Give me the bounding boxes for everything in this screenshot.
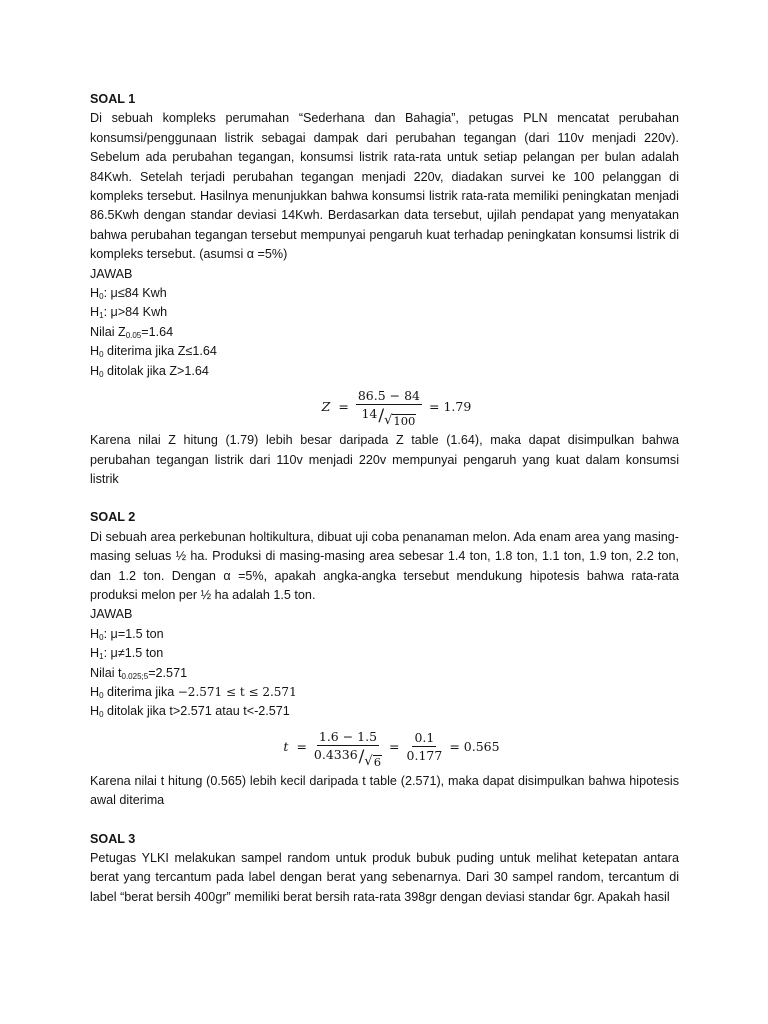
z-denominator: 14 / √ 100	[361, 406, 416, 429]
soal-2-section	[90, 508, 679, 810]
t-fraction	[313, 728, 382, 769]
soal-2-reject-rule: $H_0$ ditolak jika t>2.571 atau t<-2.571	[90, 704, 290, 720]
soal-3-problem: Petugas YLKI melakukan sampel random untuk produk bubuk puding untuk melihat ketepatan antara berat yang tercantum pada label dengan berat yang sebenarnya. Dari 30 sampel random, tercantum di label “berat bersih 400gr” memiliki berat bersih rata-rata 398gr dengan deviasi standar 6gr. Apakah hasil	[90, 851, 679, 904]
soal-1-z-formula: Z = 86.5 − 84 14 / √ 100 = 1.79	[321, 388, 472, 429]
t-result: 0.565	[463, 739, 500, 755]
soal-2-critical-value: Nilai $t_{0.025;5}=2.571$	[90, 665, 188, 681]
soal-2-h0: $H_0$: μ=1.5 ton	[90, 626, 164, 642]
soal-2-accept-rule: $H_0$ diterima jika −2.571 ≤ t ≤ 2.571	[90, 684, 297, 700]
soal-1-h0: $H_0$: μ≤84 Kwh	[90, 286, 167, 302]
t-denominator: 0.4336 / √ 6	[313, 746, 382, 769]
t-numerator: 1.6 − 1.5	[318, 728, 378, 744]
z-fraction	[356, 388, 422, 429]
sqrt-symbol: √ 100	[384, 413, 416, 429]
soal-3-title: SOAL 3	[90, 831, 136, 846]
t-fraction-simplified: $\frac{0.1}{0.177}$	[406, 729, 443, 763]
soal-2-jawab: JAWAB	[90, 607, 133, 622]
soal-1-h1: $H_1$: μ>84 Kwh	[90, 305, 168, 321]
soal-1-conclusion: Karena nilai Z hitung (1.79) lebih besar daripada Z table (1.64), maka dapat disimpulkan bahwa perubahan tegangan listrik dari 110v menjadi 220v mempunyai pengaruh yang kuat dalam konsumsi listrik	[90, 433, 679, 486]
z-result: 1.79	[443, 398, 472, 414]
soal-2-h1: $H_1$: μ≠1.5 ton	[90, 646, 164, 662]
soal-1-reject-rule: $H_0$ ditolak jika Z>1.64	[90, 363, 209, 379]
sqrt-symbol: √ 6	[364, 753, 382, 769]
soal-1-critical-value: Nilai $Z_{0.05}=1.64$	[90, 324, 174, 340]
soal-2-title: SOAL 2	[90, 510, 136, 525]
soal-1-jawab: JAWAB	[90, 266, 133, 281]
soal-1-title: SOAL 1	[90, 92, 136, 106]
soal-3-section	[90, 830, 679, 908]
soal-2-t-formula: t = 1.6 − 1.5 0.4336 / √ 6 = $\frac{0.1}{0.177}$ = 0.565	[283, 728, 500, 769]
soal-2-conclusion: Karena nilai t hitung (0.565) lebih kecil daripada t table (2.571), maka dapat disimpulkan bahwa hipotesis awal diterima	[90, 773, 679, 808]
soal-2-problem: Di sebuah area perkebunan holtikultura, dibuat uji coba penanaman melon. Ada enam area yang masing-masing seluas ½ ha. Produksi di masing-masing area sebesar 1.4 ton, 1.8 ton, 1.1 ton, 1.9 ton, 2.2 ton, dan 1.2 ton. Dengan α =5%, apakah angka-angka tersebut mendukung hipotesis bahwa rata-rata produksi melon per ½ ha adalah 1.5 ton.	[90, 529, 679, 602]
soal-1-problem: Di sebuah kompleks perumahan “Sederhana dan Bahagia”, petugas PLN mencatat perubahan konsumsi/penggunaan listrik sebagai dampak dari perubahan tegangan (dari 110v menjadi 220v). Sebelum ada perubahan tegangan, konsumsi listrik rata-rata untuk setiap pelangan per bulan adalah 84Kwh. Setelah terjadi perubahan tegangan menjadi 220v, diadakan survei ke 100 pelanggan di kompleks tersebut. Hasilnya menunjukkan bahwa konsumsi listrik rata-rata memiliki peningkatan menjadi 86.5Kwh dengan standar deviasi 14Kwh. Berdasarkan data tersebut, ujilah pendapat yang menyatakan bahwa perubahan tegangan tersebut mempunyai pengaruh kuat terhadap peningkatan konsumsi listrik di kompleks tersebut. (asumsi α =5%)	[90, 111, 679, 262]
z-numerator: 86.5 − 84	[357, 388, 420, 404]
soal-1-accept-rule: $H_0$ diterima jika Z≤1.64	[90, 344, 217, 360]
soal-1-section	[90, 90, 679, 489]
